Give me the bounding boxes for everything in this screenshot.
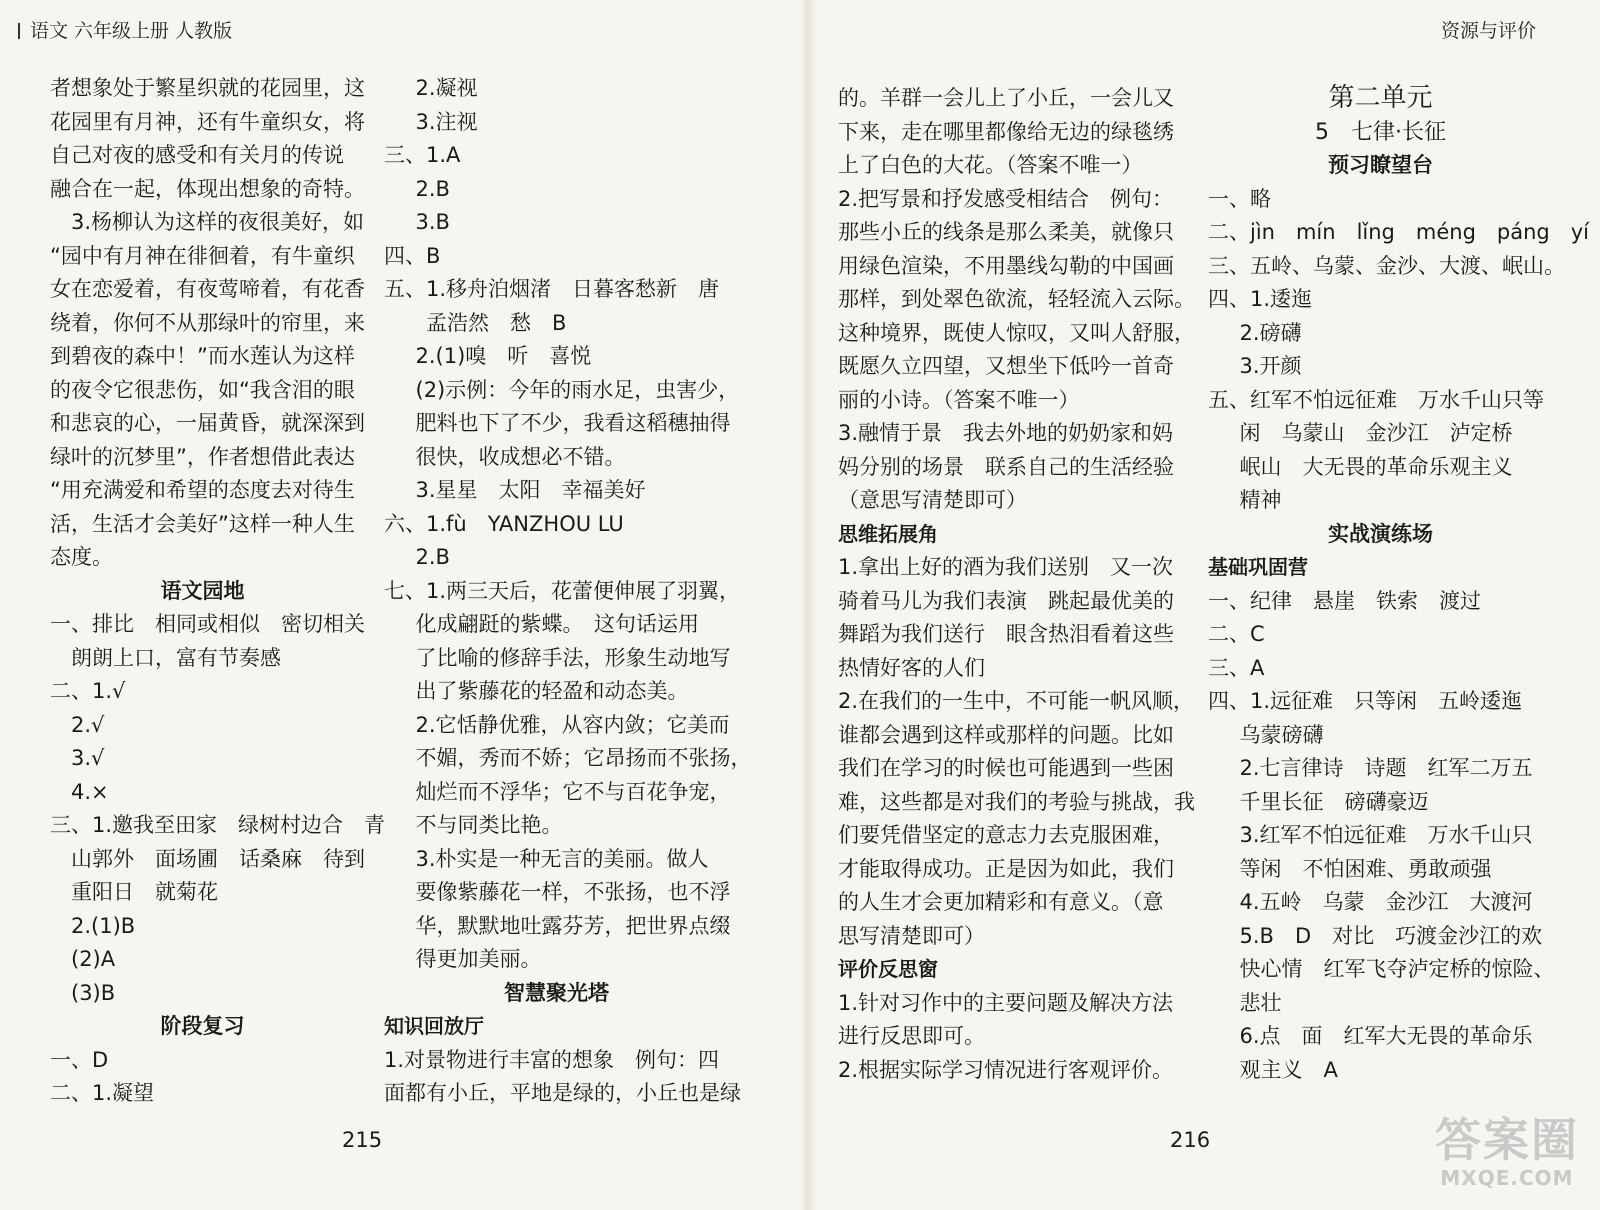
answer-line: (3)B <box>71 980 116 1005</box>
answer-line: 绕着，你何不从那绿叶的帘里，来 <box>50 310 365 335</box>
answer-line: “用充满爱和希望的态度去对待生 <box>50 478 355 502</box>
answer-line: 舞蹈为我们送行 眼含热泪看着这些 <box>838 622 1174 646</box>
answer-line: 五、红军不怕远征难 万水千山只等 <box>1208 387 1544 412</box>
answer-line: 3.融情于景 我去外地的奶奶家和妈 <box>838 421 1174 445</box>
section-heading: 阶段复习 <box>160 1014 245 1038</box>
answer-line: 进行反思即可。 <box>838 1024 985 1048</box>
answer-line: 2.B <box>415 176 450 201</box>
answer-line: 的夜令它很悲伤，如“我含泪的眼 <box>50 377 355 402</box>
answer-line: 一、纪律 悬崖 铁索 渡过 <box>1208 588 1481 613</box>
answer-line: 孟浩然 愁 B <box>426 310 567 335</box>
answer-line: 山郭外 面场圃 话桑麻 待到 <box>71 846 365 871</box>
answer-line: 2.七言律诗 诗题 红军二万五 <box>1239 756 1533 780</box>
answer-line: 这种境界，既使人惊叹，又叫人舒服， <box>838 320 1195 345</box>
answer-line: 不媚，秀而不娇；它昂扬而不张扬， <box>415 746 752 770</box>
answer-line: 灿烂而不浮华；它不与百花争宠， <box>415 779 731 804</box>
section-heading: 第二单元 <box>1328 83 1433 113</box>
answer-line: 活，生活才会美好”这样一种人生 <box>50 511 355 536</box>
answer-line: 2.根据实际学习情况进行客观评价。 <box>838 1057 1174 1082</box>
section-heading: 语文园地 <box>160 578 245 603</box>
answer-line: 3.红军不怕远征难 万水千山只 <box>1239 823 1533 847</box>
answer-line: 一、D <box>50 1047 109 1072</box>
answer-line: 2.在我们的一生中，不可能一帆风顺， <box>838 689 1195 713</box>
answer-line: 态度。 <box>50 545 113 569</box>
answer-line: 6.点 面 红军大无畏的革命乐 <box>1239 1024 1533 1048</box>
answer-line: 2.√ <box>71 712 105 737</box>
answer-line: 4.五岭 乌蒙 金沙江 大渡河 <box>1239 890 1533 914</box>
answer-line: 二、jìn mín lǐng méng páng yí <box>1208 220 1590 244</box>
answer-line: 精神 <box>1239 488 1282 512</box>
answer-line: 既愿久立四望，又想坐下低吟一首奇 <box>838 354 1174 378</box>
answer-line: 才能取得成功。正是因为如此，我们 <box>838 856 1174 881</box>
answer-line: 1.拿出上好的酒为我们送别 又一次 <box>838 555 1174 579</box>
answer-line: 上了白色的大花。（答案不唯一） <box>838 153 1143 177</box>
answer-line: 得更加美丽。 <box>415 947 542 971</box>
answer-line: 快心情 红军飞夺泸定桥的惊险、 <box>1239 957 1555 981</box>
answer-line: 七、1.两三天后，花蕾便伸展了羽翼， <box>384 578 741 603</box>
section-heading: 思维拓展角 <box>838 521 938 546</box>
answer-line: 朗朗上口，富有节奏感 <box>71 645 281 670</box>
answer-line: 千里长征 磅礴豪迈 <box>1239 789 1429 814</box>
section-heading: 预习瞭望台 <box>1328 153 1433 177</box>
answer-line: 岷山 大无畏的革命乐观主义 <box>1239 454 1513 479</box>
answer-line: 2.磅礴 <box>1239 320 1302 345</box>
section-heading: 5 七律·长征 <box>1315 119 1446 145</box>
page-215-column-1 <box>50 72 386 1111</box>
answer-line: （意思写清楚即可） <box>838 488 1027 512</box>
running-header-left <box>18 16 232 43</box>
answer-line: 下来，走在哪里都像给无边的绿毯绣 <box>838 119 1174 144</box>
answer-line: 难，这些都是对我们的考验与挑战，我 <box>838 789 1195 814</box>
answer-line: 闲 乌蒙山 金沙江 泸定桥 <box>1239 421 1513 445</box>
answer-line: 五、1.移舟泊烟渚 日暮客愁新 唐 <box>384 277 720 301</box>
answer-line: 要像紫藤花一样，不张扬，也不浮 <box>415 880 731 904</box>
answer-line: 女在恋爱着，有夜莺啼着，有花香 <box>50 277 365 301</box>
book-spine <box>800 0 818 1210</box>
answer-line: 的。羊群一会儿上了小丘，一会儿又 <box>838 86 1174 110</box>
answer-line: 到碧夜的森中！”而水莲认为这样 <box>50 344 355 368</box>
answer-line: 悲壮 <box>1239 990 1282 1015</box>
header-rule <box>18 23 20 39</box>
answer-line: 3.注视 <box>415 109 478 134</box>
answer-line: 绿叶的沉梦里”，作者想借此表达 <box>50 444 355 469</box>
answer-line: “园中有月神在徘徊着，有牛童织 <box>50 243 355 268</box>
answer-line: 谁都会遇到这样或那样的问题。比如 <box>838 722 1174 747</box>
answer-line: 乌蒙磅礴 <box>1239 722 1324 747</box>
answer-line: 们要凭借坚定的意志力去克服困难， <box>838 823 1174 847</box>
answer-line: 肥料也下了不少，我看这稻穗抽得 <box>415 411 731 435</box>
answer-line: 出了紫藤花的轻盈和动态美。 <box>415 679 689 703</box>
header-left-text: 语文 六年级上册 人教版 <box>30 20 233 42</box>
answer-line: 了比喻的修辞手法，形象生动地写 <box>415 645 731 670</box>
answer-line: 1.针对习作中的主要问题及解决方法 <box>838 990 1174 1015</box>
page-216-column-1 <box>838 82 1195 1087</box>
answer-line: 华，默默地吐露芬芳，把世界点缀 <box>415 913 731 938</box>
watermark-bottom: MXQE.COM <box>1440 1166 1574 1190</box>
page-number-right: 216 <box>1170 1128 1211 1152</box>
answer-line: 六、1.fù YANZHOU LU <box>384 511 624 536</box>
answer-line: 融合在一起，体现出想象的奇特。 <box>50 176 365 201</box>
page-number-left: 215 <box>342 1128 383 1152</box>
section-heading: 智慧聚光塔 <box>504 980 609 1005</box>
page-216-column-2 <box>1208 82 1590 1087</box>
answer-line: 四、B <box>384 243 441 268</box>
answer-line: 不与同类比艳。 <box>415 813 563 837</box>
page-215-column-2 <box>384 72 752 1111</box>
section-heading: 基础巩固营 <box>1208 555 1308 579</box>
answer-line: 三、1.邀我至田家 绿树村边合 青 <box>50 813 386 837</box>
answer-line: 3.朴实是一种无言的美丽。做人 <box>415 846 709 871</box>
answer-line: 3.√ <box>71 746 105 770</box>
answer-line: 丽的小诗。（答案不唯一） <box>838 387 1080 412</box>
answer-line: 四、1.逶迤 <box>1208 287 1313 311</box>
watermark-logo <box>1432 1114 1582 1192</box>
section-heading: 评价反思窗 <box>838 957 938 981</box>
answer-line: 观主义 A <box>1239 1057 1338 1082</box>
running-header-right: 资源与评价 <box>1440 20 1536 42</box>
answer-line: 3.杨柳认为这样的夜很美好，如 <box>71 210 365 234</box>
answer-line: 骑着马儿为我们表演 跳起最优美的 <box>838 588 1174 613</box>
answer-line: 5.B D 对比 巧渡金沙江的欢 <box>1239 923 1543 948</box>
answer-line: 化成翩跹的紫蝶。 这句话运用 <box>415 612 699 636</box>
answer-line: 二、1.凝望 <box>50 1081 155 1105</box>
answer-line: 2.(1)嗅 听 喜悦 <box>415 344 592 368</box>
answer-line: 三、五岭、乌蒙、金沙、大渡、岷山。 <box>1208 253 1565 278</box>
answer-line: 二、1.√ <box>50 679 126 703</box>
answer-line: 3.开颜 <box>1239 354 1302 378</box>
answer-line: 2.把写景和抒发感受相结合 例句： <box>838 186 1174 211</box>
answer-line: 等闲 不怕困难、勇敢顽强 <box>1239 856 1492 881</box>
answer-line: (2)示例：今年的雨水足，虫害少， <box>415 377 740 402</box>
answer-line: 用绿色渲染，不用墨线勾勒的中国画 <box>838 253 1174 278</box>
answer-line: 思写清楚即可） <box>838 923 985 948</box>
answer-line: 3.B <box>415 210 450 234</box>
answer-line: 3.星星 太阳 幸福美好 <box>415 478 646 502</box>
answer-line: 4.× <box>71 779 109 804</box>
answer-line: 面都有小丘，平地是绿的，小丘也是绿 <box>384 1081 741 1105</box>
section-heading: 实战演练场 <box>1328 521 1433 546</box>
answer-line: 者想象处于繁星织就的花园里，这 <box>50 76 365 100</box>
answer-line: 那些小丘的线条是那么柔美，就像只 <box>838 220 1174 244</box>
answer-line: 三、1.A <box>384 143 461 167</box>
answer-line: (2)A <box>71 947 116 971</box>
answer-line: 1.对景物进行丰富的想象 例句：四 <box>384 1047 720 1072</box>
answer-line: 和悲哀的心，一届黄昏，就深深到 <box>50 411 365 435</box>
answer-line: 2.它恬静优雅，从容内敛；它美而 <box>415 712 730 737</box>
answer-line: 三、A <box>1208 655 1265 680</box>
answer-line: 我们在学习的时候也可能遇到一些困 <box>838 756 1174 780</box>
answer-line: 自己对夜的感受和有关月的传说 <box>50 143 344 167</box>
answer-line: 一、排比 相同或相似 密切相关 <box>50 612 365 636</box>
answer-line: 四、1.远征难 只等闲 五岭逶迤 <box>1208 689 1523 713</box>
answer-line: 妈分别的场景 联系自己的生活经验 <box>838 454 1174 479</box>
answer-line: 二、C <box>1208 622 1265 646</box>
answer-line: 很快，收成想必不错。 <box>415 444 626 469</box>
watermark-top: 答案圈 <box>1435 1113 1579 1167</box>
answer-line: 重阳日 就菊花 <box>71 880 218 904</box>
answer-line: 的人生才会更加精彩和有意义。（意 <box>838 890 1164 914</box>
answer-line: 2.(1)B <box>71 913 136 938</box>
section-heading: 知识回放厅 <box>384 1014 484 1038</box>
answer-line: 热情好客的人们 <box>838 655 985 680</box>
answer-line: 一、略 <box>1208 186 1271 211</box>
answer-line: 2.B <box>415 545 450 569</box>
answer-line: 2.凝视 <box>415 76 478 100</box>
answer-line: 花园里有月神，还有牛童织女，将 <box>50 109 365 134</box>
answer-line: 那样，到处翠色欲流，轻轻流入云际。 <box>838 287 1195 311</box>
